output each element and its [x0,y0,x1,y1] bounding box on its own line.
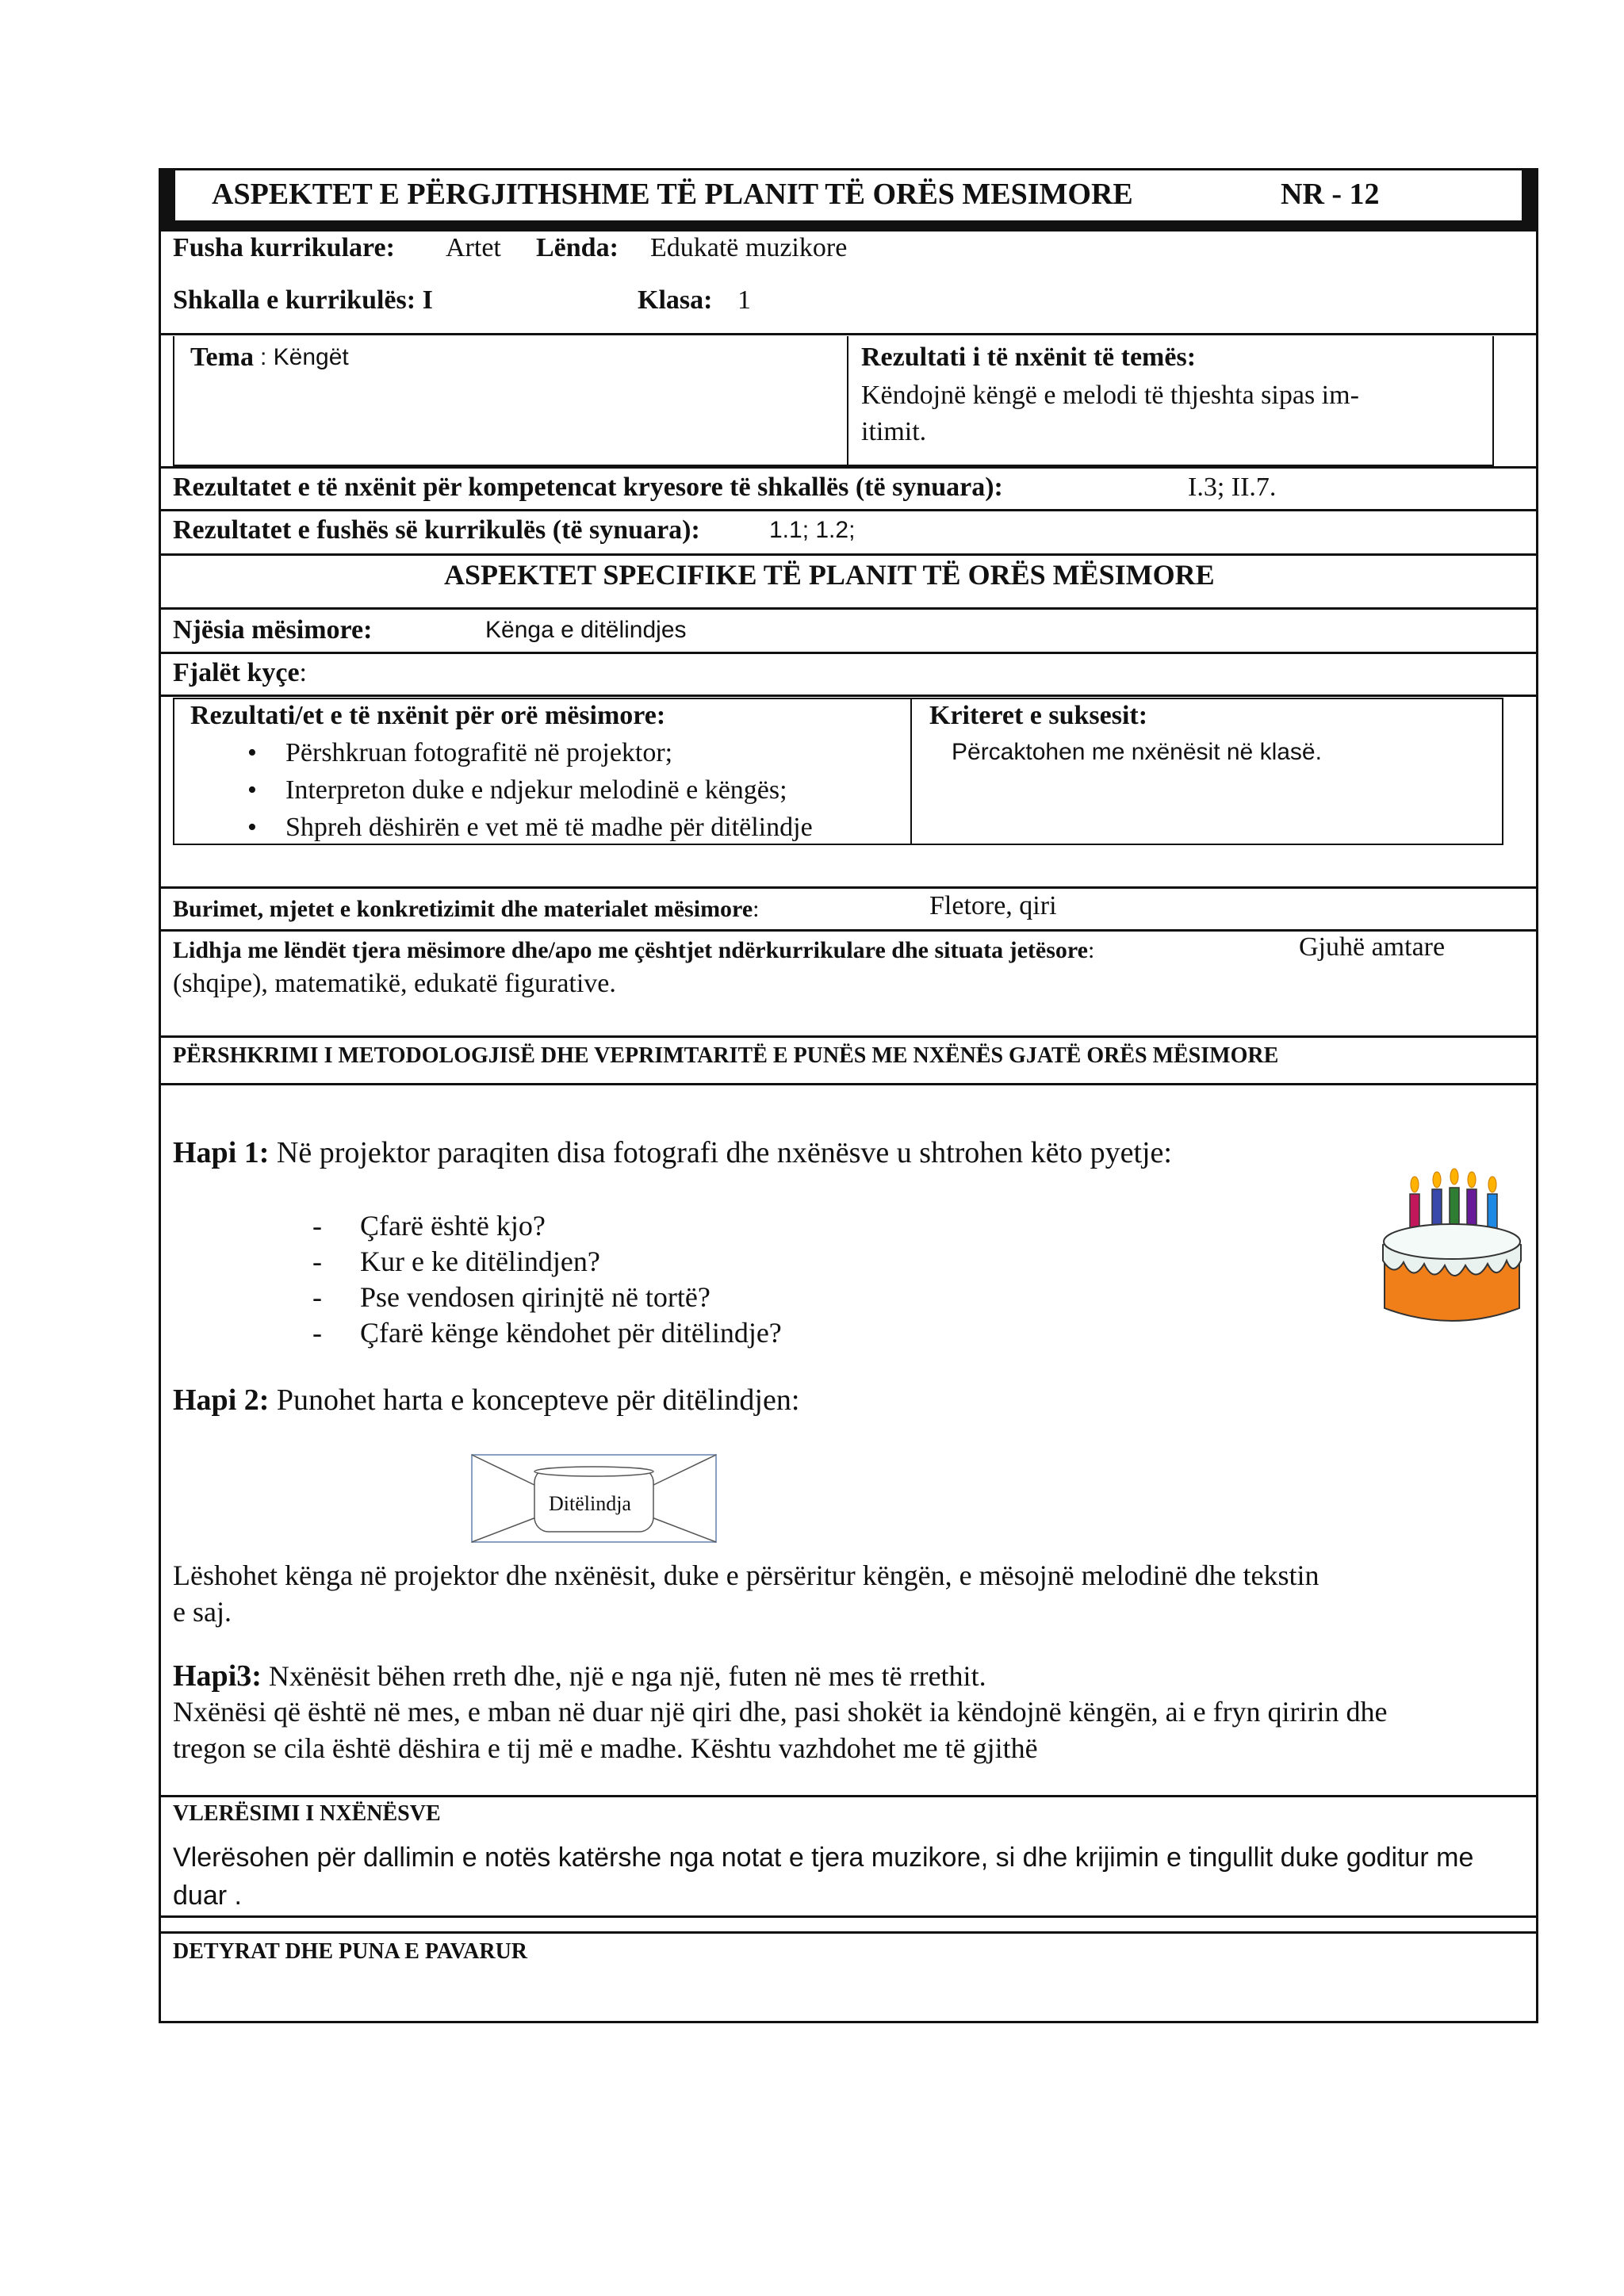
level-label: Shkalla e kurrikulës: I [173,285,433,315]
step2-text: Hapi 2: Punohet harta e koncepteve për ditëlindjen: [173,1383,800,1417]
outcome-item: • Shpreh dëshirën e vet më të madhe për ditëlindje [230,809,896,846]
birthday-cake-icon [1377,1165,1527,1332]
divider [159,886,1538,889]
divider [159,929,1538,932]
divider [159,1931,1538,1934]
outcome-item: • Përshkruan fotografitë në projektor; [230,734,896,771]
step3-text: Hapi3: Nxënësit bëhen rreth dhe, një e nga një, futen në mes të rrethit. [173,1659,986,1693]
divider [159,1035,1538,1038]
assessment-title: VLERËSIMI I NXËNËSVE [173,1801,441,1826]
links-value1: Gjuhë amtare [1299,932,1446,962]
divider [159,1915,1538,1918]
unit-label: Njësia mësimore: [173,615,373,645]
field-results-label: Rezultatet e fushës së kurrikulës (të synuara): [173,515,700,545]
step3-line3: tregon se cila është dëshira e tij më e madhe. Kështu vazhdohet me të gjithë [173,1732,1038,1764]
step2-after-line1: Lëshohet kënga në projektor dhe nxënësit, duke e përsëritur këngën, e mësojnë melodinë dhe tekstin [173,1559,1320,1591]
methodology-title: PËRSHKRIMI I METODOLOGJISË DHE VEPRIMTARITË E PUNËS ME NXËNËS GJATË ORËS MËSIMORE [173,1043,1279,1068]
theme-value: : Këngët [260,344,349,370]
question-item: - Çfarë kënge këndohet për ditëlindje? [312,1315,1026,1351]
step1-text: Hapi 1: Në projektor paraqiten disa fotografi dhe nxënësve u shtrohen këto pyetje: [173,1136,1172,1169]
specific-title: ASPEKTET SPECIFIKE TË PLANIT TË ORËS MËSIMORE [444,559,1215,591]
divider [159,553,1538,556]
question-item: - Kur e ke ditëlindjen? [312,1244,1026,1280]
step1-questions [312,1208,1026,1351]
class-label: Klasa: [638,285,713,315]
divider [159,509,1538,511]
links-label: Lidhja me lëndët tjera mësimore dhe/apo me çështjet ndërkurrikulare dhe situata jetësore: [173,937,1095,963]
field-label: Fusha kurrikulare: [173,233,395,262]
theme-result-line2: itimit. [861,417,927,446]
outcome-item: • Interpreton duke e ndjekur melodinë e këngës; [230,771,896,809]
divider [159,333,1538,335]
unit-value: Kënga e ditëlindjes [485,617,687,643]
question-item: - Çfarë është kjo? [312,1208,1026,1244]
resources-value: Fletore, qiri [929,891,1057,920]
keywords-label: Fjalët kyçe: [173,658,307,687]
assessment-line2: duar . [173,1881,242,1911]
header-number: NR - 12 [1281,178,1380,211]
field-results-value: 1.1; 1.2; [769,517,856,543]
concept-map-label: Ditëlindja [549,1492,631,1515]
divider [159,466,1538,469]
header-title: ASPEKTET E PËRGJITHSHME TË PLANIT TË ORËS MESIMORE [212,178,1133,211]
subject-value: Edukatë muzikore [650,233,848,262]
competences-label: Rezultatet e të nxënit për kompetencat kryesore të shkallës (të synuara): [173,473,1003,502]
divider [159,1083,1538,1085]
homework-title: DETYRAT DHE PUNA E PAVARUR [173,1939,528,1964]
links-value2: (shqipe), matematikë, edukatë figurative. [173,969,616,998]
assessment-line1: Vlerësohen për dallimin e notës katërshe nga notat e tjera muzikore, si dhe krijimin e tingullit duke goditur me [173,1843,1474,1873]
field-value: Artet [446,233,501,262]
criteria-value: Përcaktohen me nxënësit në klasë. [952,739,1322,765]
theme-label: Tema [190,342,254,372]
divider [159,1795,1538,1797]
subject-label: Lënda: [536,233,619,262]
class-value: 1 [737,285,751,315]
divider [159,652,1538,654]
step3-line2: Nxënësi që është në mes, e mban në duar një qiri dhe, pasi shokët ia këndojnë këngën, ai e fryn qiririn dhe [173,1696,1388,1728]
competences-value: I.3; II.7. [1188,473,1277,502]
resources-label: Burimet, mjetet e konkretizimit dhe materialet mësimore: [173,896,760,922]
divider [159,695,1538,697]
outcomes-label: Rezultati/et e të nxënit për orë mësimore: [190,701,666,730]
step2-after-line2: e saj. [173,1596,232,1628]
question-item: - Pse vendosen qirinjtë në tortë? [312,1280,1026,1315]
theme-result-label: Rezultati i të nxënit të temës: [861,342,1197,372]
outcomes-list [230,734,896,846]
theme-result-line1: Këndojnë këngë e melodi të thjeshta sipas im- [861,381,1359,410]
header-bar [159,168,1538,225]
criteria-label: Kriteret e suksesit: [929,701,1148,730]
divider [159,607,1538,610]
